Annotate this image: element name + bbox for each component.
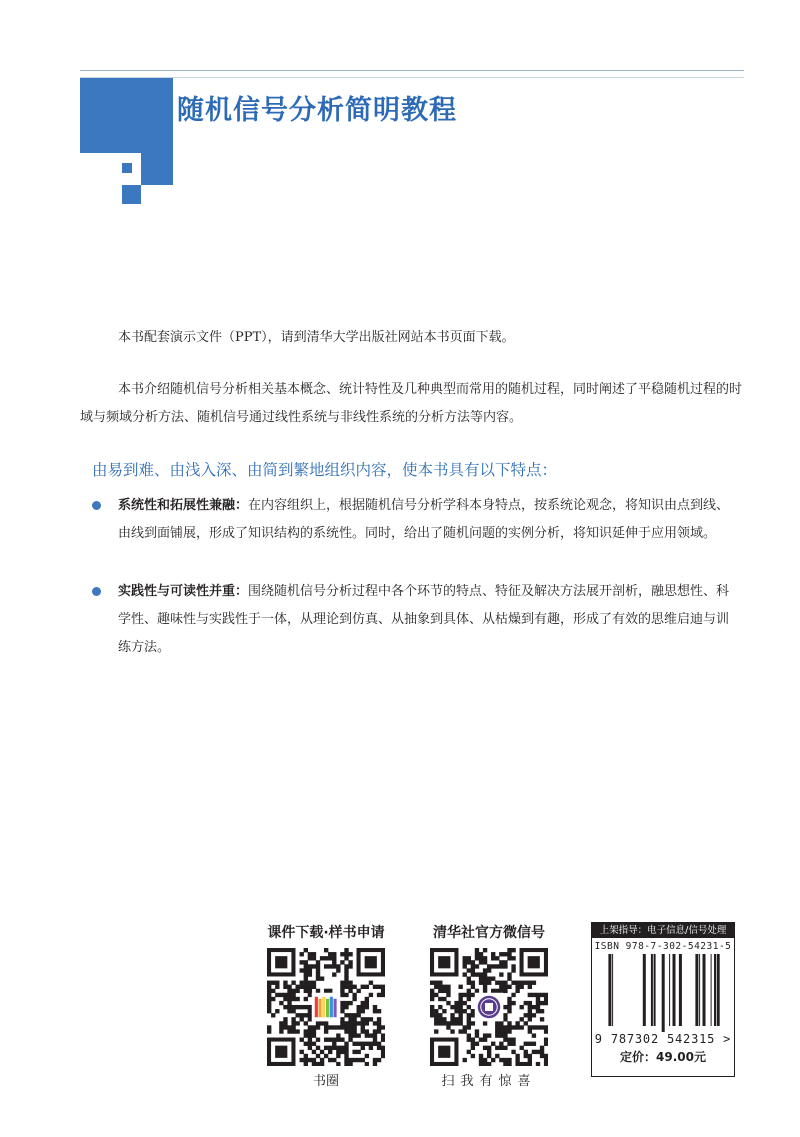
feature-sep: ： (235, 498, 249, 513)
qr-subcaption: 扫我有惊喜 (441, 1074, 537, 1089)
feature-sep: ： (235, 584, 249, 599)
qr-block-wechat (424, 922, 554, 1089)
bullet-icon (92, 501, 101, 510)
qr-code[interactable] (267, 948, 385, 1066)
top-rule-thin (80, 77, 744, 78)
deco-square-small (122, 163, 132, 173)
feature-body: 在内容组织上，根据随机信号分析学科本身特点，按系统论观念，将知识由点到线、由线到面铺展，形成了知识结构的系统性。同时，给出了随机问题的实例分析，将知识延伸于应用领域。 (118, 498, 730, 541)
isbn-number: ISBN 978-7-302-54231-5 (594, 941, 732, 952)
qr-caption: 课件下载·样书申请 (267, 925, 385, 941)
qr-code[interactable] (430, 948, 548, 1066)
deco-square-large (80, 78, 173, 153)
deco-square-bottom (122, 185, 141, 204)
top-rule (80, 70, 744, 71)
features-lead: 由易到难、由浅入深、由简到繁地组织内容，使本书具有以下特点： (92, 461, 558, 479)
isbn-barcode-box (591, 922, 735, 1077)
feature-text (118, 492, 740, 548)
shelving-category: 上架指导：电子信息/信号处理 (592, 923, 734, 938)
qr-caption: 清华社官方微信号 (433, 925, 545, 941)
book-title: 随机信号分析简明教程 (177, 95, 457, 126)
feature-body: 围绕随机信号分析过程中各个环节的特点、特征及解决方法展开剖析，融思想性、科学性、趣味性与实践性于一体，从理论到仿真、从抽象到具体、从枯燥到有趣，形成了有效的思维启迪与训练方法。 (118, 584, 730, 655)
deco-square-medium (141, 153, 173, 185)
price: 定价：49.00元 (620, 1050, 706, 1064)
tsinghua-seal-icon (478, 996, 500, 1018)
feature-text (118, 578, 740, 662)
barcode (600, 954, 726, 1032)
qr-subcaption: 书圈 (312, 1074, 339, 1089)
book-summary: 本书介绍随机信号分析相关基本概念、统计特性及几种典型而常用的随机过程，同时阐述了平稳随机过程的时域与频域分析方法、随机信号通过线性系统与非线性系统的分析方法等内容。 (80, 382, 743, 425)
feature-heading: 系统性和拓展性兼融 (118, 498, 236, 513)
feature-item (92, 492, 740, 548)
feature-heading: 实践性与可读性并重 (118, 584, 236, 599)
barcode-digits: 9 787302 542315 > (594, 1032, 732, 1046)
feature-item (92, 578, 740, 662)
qr-block-courseware (261, 922, 391, 1089)
bullet-icon (92, 587, 101, 596)
ppt-note: 本书配套演示文件（PPT），请到清华大学出版社网站本书页面下载。 (118, 330, 515, 345)
